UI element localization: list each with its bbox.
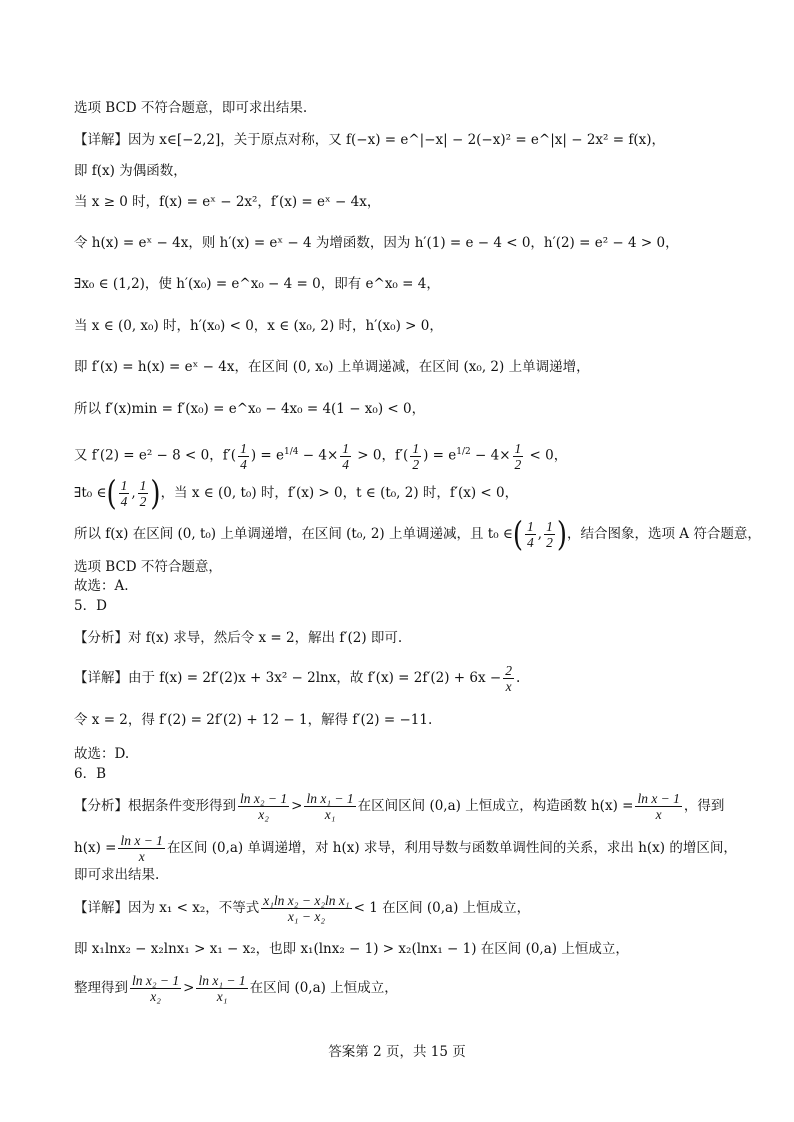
den: 4 xyxy=(342,456,350,472)
text: . xyxy=(515,670,521,686)
fraction xyxy=(513,441,524,472)
exponent: 1/2 xyxy=(456,447,471,457)
num: ln x₂ − 1 xyxy=(240,791,288,806)
line-13: 故选：A. xyxy=(74,578,129,594)
paren: ( xyxy=(512,515,524,554)
text: − 4× xyxy=(298,447,339,464)
num: 1 xyxy=(240,440,247,456)
text: 【分析】根据条件变形得到 xyxy=(74,798,236,814)
fraction xyxy=(196,973,247,1004)
text: 【详解】因为 x₁ < x₂，不等式 xyxy=(74,900,260,916)
line-18 xyxy=(74,788,734,824)
line-14: 【分析】对 f(x) 求导，然后令 x = 2，解出 f′(2) 即可. xyxy=(74,630,403,646)
fraction xyxy=(238,441,249,472)
den: 4 xyxy=(120,494,128,509)
line-2: 即 f(x) 为偶函数， xyxy=(74,163,187,179)
den: 4 xyxy=(240,456,247,472)
question-5-answer: 5．D xyxy=(74,598,107,614)
num: ln x − 1 xyxy=(637,791,680,806)
text: ) = e xyxy=(250,447,284,464)
fraction xyxy=(304,791,355,822)
text: > xyxy=(183,980,195,996)
page-footer: 答案第 2 页，共 15 页 xyxy=(328,1044,466,1060)
text: ，结合图象，选项 A 符合题意， xyxy=(567,526,761,542)
text: 在区间 (0,a) 单调递增，对 h(x) 求导，利用导数与函数单调性间的关系，求出 h(x) 的增区间， xyxy=(166,840,737,856)
den: 4 xyxy=(527,535,534,550)
text: 所以 f(x) 在区间 (0, t₀) 上单调递增，在区间 (t₀, 2) 上单调递减，且 t₀ ∈ xyxy=(74,526,513,542)
fraction xyxy=(261,893,351,924)
num: 1 xyxy=(120,478,128,493)
den: x xyxy=(505,679,512,694)
line-0: 选项 BCD 不符合题意，即可求出结果. xyxy=(74,100,308,116)
text: − 4× xyxy=(470,447,511,464)
line-11 xyxy=(74,515,761,554)
text: ) = e xyxy=(423,447,457,464)
paren: ) xyxy=(150,474,161,513)
line-7: 即 f′(x) = h(x) = eˣ − 4x，在区间 (0, x₀) 上单调递减，在区间 (x₀, 2) 上单调递增， xyxy=(74,359,590,375)
num: 1 xyxy=(412,440,420,456)
text: > 0，f′( xyxy=(353,447,409,464)
den: 2 xyxy=(412,456,420,472)
line-9 xyxy=(74,434,734,474)
num: 1 xyxy=(342,440,350,456)
comma: , xyxy=(537,526,543,542)
line-5: ∃x₀ ∈ (1,2)，使 h′(x₀) = e^x₀ − 4 = 0，即有 e^x₀ = 4， xyxy=(74,276,440,292)
text: 又 f′(2) = e² − 8 < 0，f′( xyxy=(74,447,237,464)
den: x₁ xyxy=(324,807,336,822)
fraction xyxy=(119,478,130,509)
text: 在区间区间 (0,a) 上恒成立，构造函数 h(x) = xyxy=(357,798,634,814)
comma: , xyxy=(131,485,136,501)
paren: ) xyxy=(556,515,567,554)
den: 2 xyxy=(139,494,147,509)
line-17: 故选：D. xyxy=(74,746,130,762)
den: x₂ xyxy=(258,807,269,822)
fraction xyxy=(503,663,514,694)
line-4: 令 h(x) = eˣ − 4x，则 h′(x) = eˣ − 4 为增函数，因为 h′(1) = e − 4 < 0，h′(2) = e² − 4 > 0， xyxy=(74,235,679,251)
text: ，当 x ∈ (0, t₀) 时，f′(x) > 0，t ∈ (t₀, 2) 时，f′(x) < 0， xyxy=(160,485,519,501)
den: x₁ xyxy=(216,989,228,1004)
line-1: 【详解】因为 x∈[−2,2]，关于原点对称，又 f(−x) = e^|−x| − 2(−x)² = e^|x| − 2x² = f(x)， xyxy=(74,132,665,148)
text: 整理得到 xyxy=(74,980,128,996)
text: < 1 在区间 (0,a) 上恒成立， xyxy=(353,900,531,916)
num: 1 xyxy=(546,519,553,534)
exponent: 1/4 xyxy=(283,447,299,457)
den: x₂ xyxy=(150,989,161,1004)
line-23 xyxy=(74,970,734,1006)
den: x₁ − x₂ xyxy=(287,909,326,924)
line-6: 当 x ∈ (0, x₀) 时，h′(x₀) < 0，x ∈ (x₀, 2) 时，h′(x₀) > 0， xyxy=(74,318,443,334)
line-21 xyxy=(74,890,734,926)
line-19 xyxy=(74,830,737,866)
fraction xyxy=(118,833,164,864)
num: 1 xyxy=(514,440,522,456)
text: ，得到 xyxy=(683,798,725,814)
num: x₁ln x₂ − x₂ln x₁ xyxy=(263,893,350,908)
num: ln x₂ − 1 xyxy=(132,973,180,988)
den: x xyxy=(138,849,145,864)
fraction xyxy=(238,791,289,822)
num: ln x₁ − 1 xyxy=(306,791,354,806)
fraction xyxy=(525,519,536,550)
num: ln x − 1 xyxy=(120,833,163,848)
text: < 0， xyxy=(525,447,568,464)
question-6-answer: 6．B xyxy=(74,766,107,782)
line-3: 当 x ≥ 0 时，f(x) = eˣ − 2x²，f′(x) = eˣ − 4x， xyxy=(74,194,381,210)
fraction xyxy=(544,519,555,550)
text: 【详解】由于 f(x) = 2f′(2)x + 3x² − 2lnx，故 f′(x) = 2f′(2) + 6x − xyxy=(74,670,502,686)
line-15 xyxy=(74,660,734,696)
fraction xyxy=(340,441,351,472)
text: ∃t₀ ∈ xyxy=(74,485,107,501)
num: 2 xyxy=(505,663,512,678)
den: x xyxy=(655,807,662,822)
line-20: 即可求出结果. xyxy=(74,867,160,883)
den: 2 xyxy=(546,535,553,550)
num: 1 xyxy=(527,519,534,534)
paren: ( xyxy=(106,474,117,513)
fraction xyxy=(138,478,149,509)
line-22: 即 x₁lnx₂ − x₂lnx₁ > x₁ − x₂，也即 x₁(lnx₂ − 1) > x₂(lnx₁ − 1) 在区间 (0,a) 上恒成立， xyxy=(74,941,629,957)
line-8: 所以 f′(x)min = f′(x₀) = e^x₀ − 4x₀ = 4(1 − x₀) < 0， xyxy=(74,401,426,417)
den: 2 xyxy=(514,456,522,472)
line-12: 选项 BCD 不符合题意， xyxy=(74,559,222,575)
text: > xyxy=(291,798,303,814)
num: ln x₁ − 1 xyxy=(198,973,246,988)
text: 在区间 (0,a) 上恒成立， xyxy=(249,980,398,996)
line-16: 令 x = 2，得 f′(2) = 2f′(2) + 12 − 1，解得 f′(2) = −11. xyxy=(74,712,433,728)
fraction xyxy=(130,973,181,1004)
text: h(x) = xyxy=(74,840,117,856)
num: 1 xyxy=(139,478,147,493)
fraction xyxy=(410,441,421,472)
fraction xyxy=(635,791,681,822)
line-10 xyxy=(74,475,734,511)
